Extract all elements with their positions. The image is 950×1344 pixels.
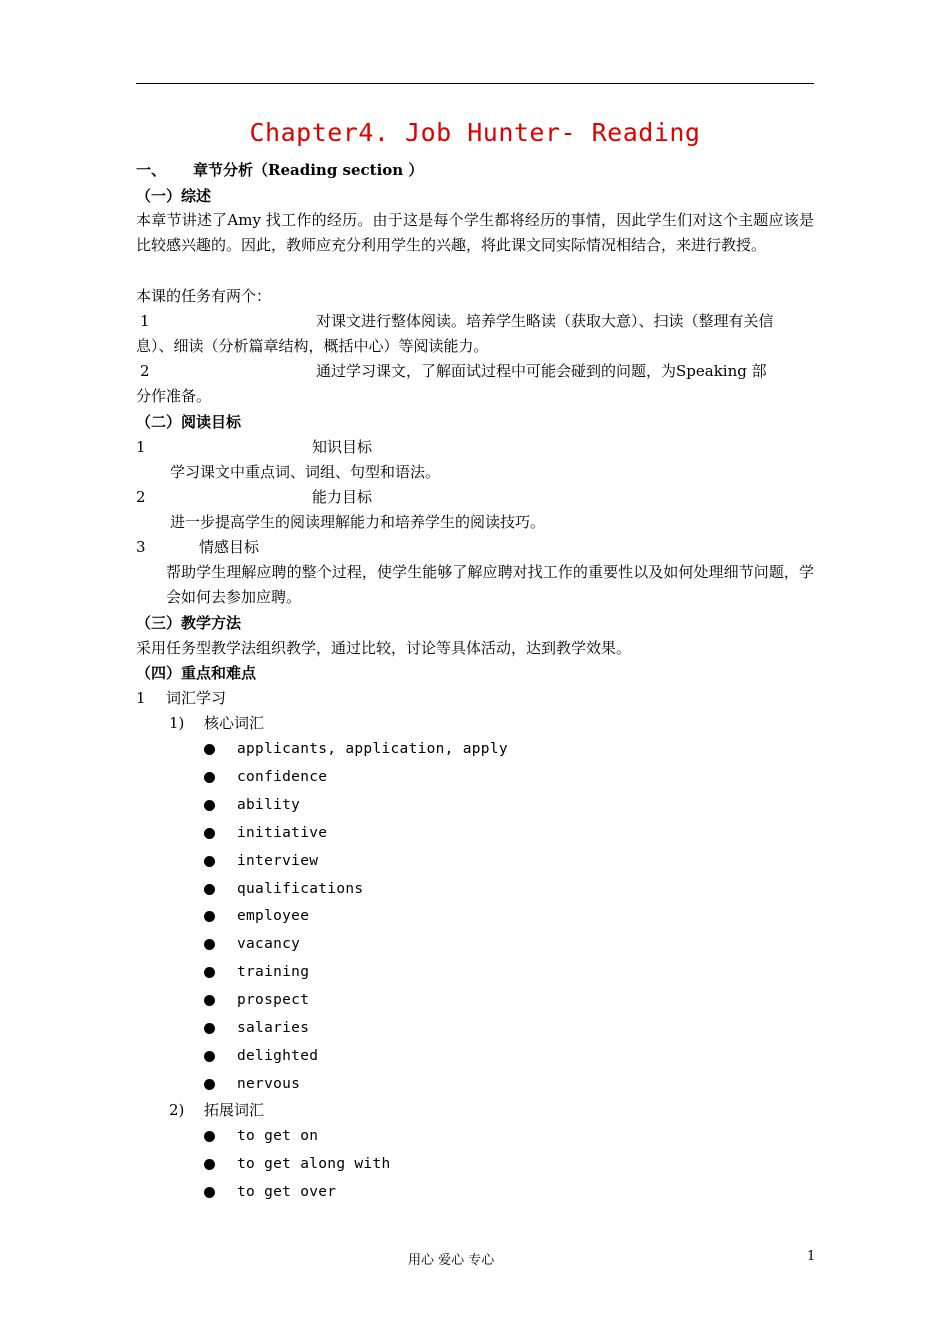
- vocab-item: salaries: [237, 1020, 310, 1036]
- vocab-item: qualifications: [237, 880, 364, 897]
- task-2-text: 通过学习课文，了解面试过程中可能会碰到的问题，为Speaking 部: [316, 362, 767, 380]
- task-2-continued: 分作准备。: [136, 387, 212, 405]
- bullet-icon: [204, 856, 215, 867]
- overview-heading: （一）综述: [136, 187, 212, 205]
- vocab-item: initiative: [237, 824, 328, 841]
- goals-heading: （二）阅读目标: [136, 413, 242, 431]
- overview-paragraph: 本章节讲述了Amy 找工作的经历。由于这是每个学生都将经历的事情，因此学生们对这个主题应该是比较感兴趣的。因此，教师应充分利用学生的兴趣，将此课文同实际情况相结合，来进行教授。: [136, 211, 814, 254]
- bullet-icon: [204, 828, 215, 839]
- goal-1-text: 学习课文中重点词、词组、句型和语法。: [170, 463, 441, 481]
- vocab-number: 1: [136, 689, 146, 707]
- core-vocab-number: 1): [169, 714, 185, 732]
- vocab-item: to get along with: [237, 1156, 391, 1172]
- goal-3-label: 情感目标: [199, 538, 260, 556]
- task-1-number: 1: [140, 312, 150, 330]
- core-vocab-label: 核心词汇: [204, 714, 265, 732]
- bullet-icon: [204, 1159, 215, 1170]
- bullet-icon: [204, 1131, 215, 1142]
- vocab-item: vacancy: [237, 936, 301, 953]
- bullet-icon: [204, 995, 215, 1006]
- vocab-label: 词汇学习: [166, 689, 227, 707]
- page-number: 1: [807, 1249, 816, 1264]
- bullet-icon: [204, 744, 215, 755]
- extended-vocab-label: 拓展词汇: [204, 1101, 265, 1119]
- method-heading: （三）教学方法: [136, 614, 242, 632]
- vocab-item: applicants, application, apply: [237, 741, 508, 757]
- goal-1-label: 知识目标: [312, 438, 373, 456]
- section-number: 一、: [136, 161, 167, 179]
- vocab-item: training: [237, 964, 310, 981]
- bullet-icon: [204, 884, 215, 895]
- bullet-icon: [204, 772, 215, 783]
- section-heading: 章节分析（Reading section ）: [193, 161, 424, 179]
- bullet-icon: [204, 1079, 215, 1090]
- goal-3-text: 帮助学生理解应聘的整个过程，使学生能够了解应聘对找工作的重要性以及如何处理细节问题，学会如何去参加应聘。: [166, 563, 814, 606]
- goal-1-number: 1: [136, 438, 146, 456]
- bullet-icon: [204, 911, 215, 922]
- keypoints-heading: （四）重点和难点: [136, 664, 257, 682]
- task-2-number: 2: [140, 362, 150, 380]
- task-1-continued: 息）、细读（分析篇章结构，概括中心）等阅读能力。: [136, 337, 489, 355]
- header-rule: [136, 83, 814, 84]
- vocab-item: to get on: [237, 1128, 319, 1144]
- task-1-text: 对课文进行整体阅读。培养学生略读（获取大意）、扫读（整理有关信: [316, 312, 774, 330]
- extended-vocab-number: 2): [169, 1101, 185, 1119]
- method-text: 采用任务型教学法组织教学，通过比较，讨论等具体活动，达到教学效果。: [136, 639, 632, 657]
- goal-2-number: 2: [136, 488, 146, 506]
- vocab-item: confidence: [237, 768, 328, 785]
- overview-tasks-intro: 本课的任务有两个：: [136, 287, 272, 305]
- goal-3-number: 3: [136, 538, 146, 556]
- page-title: Chapter4. Job Hunter- Reading: [249, 118, 701, 147]
- bullet-icon: [204, 1187, 215, 1198]
- bullet-icon: [204, 1051, 215, 1062]
- vocab-item: to get over: [237, 1184, 337, 1200]
- footer-motto: 用心 爱心 专心: [408, 1253, 495, 1268]
- bullet-icon: [204, 939, 215, 950]
- bullet-icon: [204, 1023, 215, 1034]
- vocab-item: interview: [237, 852, 319, 869]
- vocab-item: nervous: [237, 1075, 301, 1092]
- goal-2-label: 能力目标: [312, 488, 373, 506]
- bullet-icon: [204, 800, 215, 811]
- bullet-icon: [204, 967, 215, 978]
- vocab-item: delighted: [237, 1047, 319, 1064]
- vocab-item: ability: [237, 796, 301, 813]
- goal-2-text: 进一步提高学生的阅读理解能力和培养学生的阅读技巧。: [170, 513, 546, 531]
- vocab-item: prospect: [237, 992, 310, 1009]
- vocab-item: employee: [237, 908, 310, 925]
